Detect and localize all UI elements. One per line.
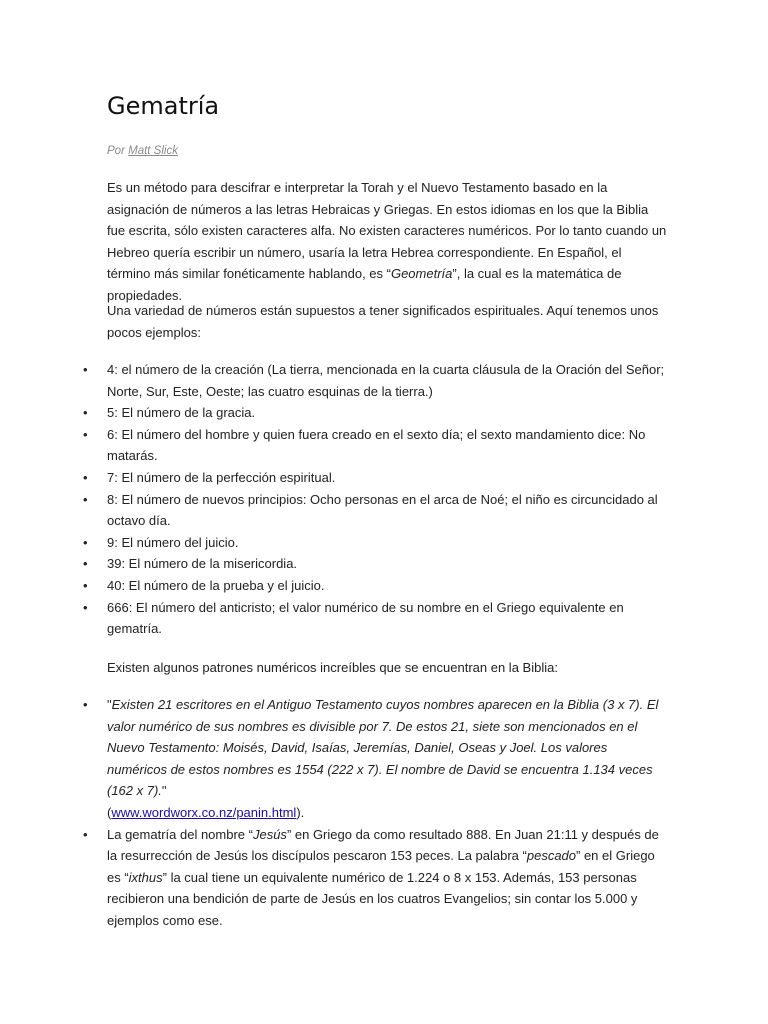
patterns-list — [107, 694, 667, 932]
list-item: • 40: El número de la prueba y el juicio. — [107, 575, 667, 597]
pattern-2-text-4: ” la cual tiene un equivalente numérico de 1.224 o 8 x 153. Además, 153 personas recibieron una bendición de parte de Jesús en los cuatros Evangelios; sin contar los 5.000 y ejemplos como ese. — [107, 869, 638, 928]
list-item: • 5: El número de la gracia. — [107, 402, 667, 424]
list-item: • 4: el número de la creación (La tierra, mencionada en la cuarta cláusula de la Oración del Señor; Norte, Sur, Este, Oeste; las cuatro esquinas de la tierra.) — [107, 359, 667, 402]
pattern-1-italic-text: Existen 21 escritores en el Antiguo Testamento cuyos nombres aparecen en la Biblia (3 x 7). El valor numérico de sus nombres es divisible por 7. De estos 21, siete son mencionados en el Nuevo Testamento: Moisés, David, Isaías, Jeremías, Daniel, Oseas y Joel. Los valores numéricos de estos nombres es 1554 (222 x 7). El nombre de David se encuentra 1.134 veces (162 x 7). — [107, 697, 659, 799]
variety-paragraph: Una variedad de números están supuestos a tener significados espirituales. Aquí tenemos unos pocos ejemplos: — [107, 303, 659, 340]
list-item: • 6: El número del hombre y quien fuera creado en el sexto día; el sexto mandamiento dice: No matarás. — [107, 424, 667, 467]
list-item: • 9: El número del juicio. — [107, 532, 667, 554]
byline-prefix: Por — [107, 145, 125, 157]
pattern-2-text-3: ” en el Griego es “ — [107, 848, 655, 885]
pattern-2-italic-3: ixthus — [128, 869, 163, 885]
byline — [107, 143, 178, 159]
list-item: • 666: El número del anticristo; el valor numérico de su nombre en el Griego equivalente en gematría. — [107, 597, 667, 640]
intro-italic-term: Geometría — [390, 266, 453, 282]
quote-close: " — [161, 783, 167, 799]
page-title: Gematría — [107, 92, 220, 120]
pattern-2-italic-1: Jesús — [252, 826, 287, 842]
numbers-list — [107, 359, 667, 640]
link-paren-open: ( — [107, 804, 112, 820]
list-item: • 39: El número de la misericordia. — [107, 553, 667, 575]
list-item-pattern-2 — [107, 824, 667, 932]
pattern-2-text-2: ” en Griego da como resultado 888. En Juan 21:11 y después de la resurrección de Jesús los discípulos pescaron 153 peces. La palabra “ — [107, 826, 659, 864]
intro-paragraph — [107, 177, 667, 307]
patterns-intro-paragraph: Existen algunos patrones numéricos increíbles que se encuentran en la Biblia: — [107, 660, 558, 675]
intro-text-after: ”, la cual es la matemática de propiedades. — [107, 266, 622, 303]
wordworx-link[interactable]: www.wordworx.co.nz/panin.html — [111, 804, 297, 820]
list-item: • 7: El número de la perfección espiritual. — [107, 467, 667, 489]
intro-text-before: Es un método para descifrar e interpretar la Torah y el Nuevo Testamento basado en la asignación de números a las letras Hebraicas y Griegas. En estos idiomas en los que la Biblia fue escrita, sólo existen caracteres alfa. No existen caracteres numéricos. Por lo tanto cuando un Hebreo quería escribir un número, usaría la letra Hebrea correspondiente. En Español, el término más similar fonéticamente hablando, es “ — [107, 180, 667, 282]
list-item: • 8: El número de nuevos principios: Ocho personas en el arca de Noé; el niño es circuncidado al octavo día. — [107, 489, 667, 532]
author-link[interactable]: Matt Slick — [128, 145, 178, 157]
list-item-pattern-1 — [107, 694, 667, 824]
quote-open: " — [107, 697, 112, 712]
pattern-2-italic-2: pescado — [526, 848, 577, 864]
link-paren-close: ). — [296, 804, 305, 820]
pattern-2-text-1: La gematría del nombre “ — [107, 826, 253, 842]
